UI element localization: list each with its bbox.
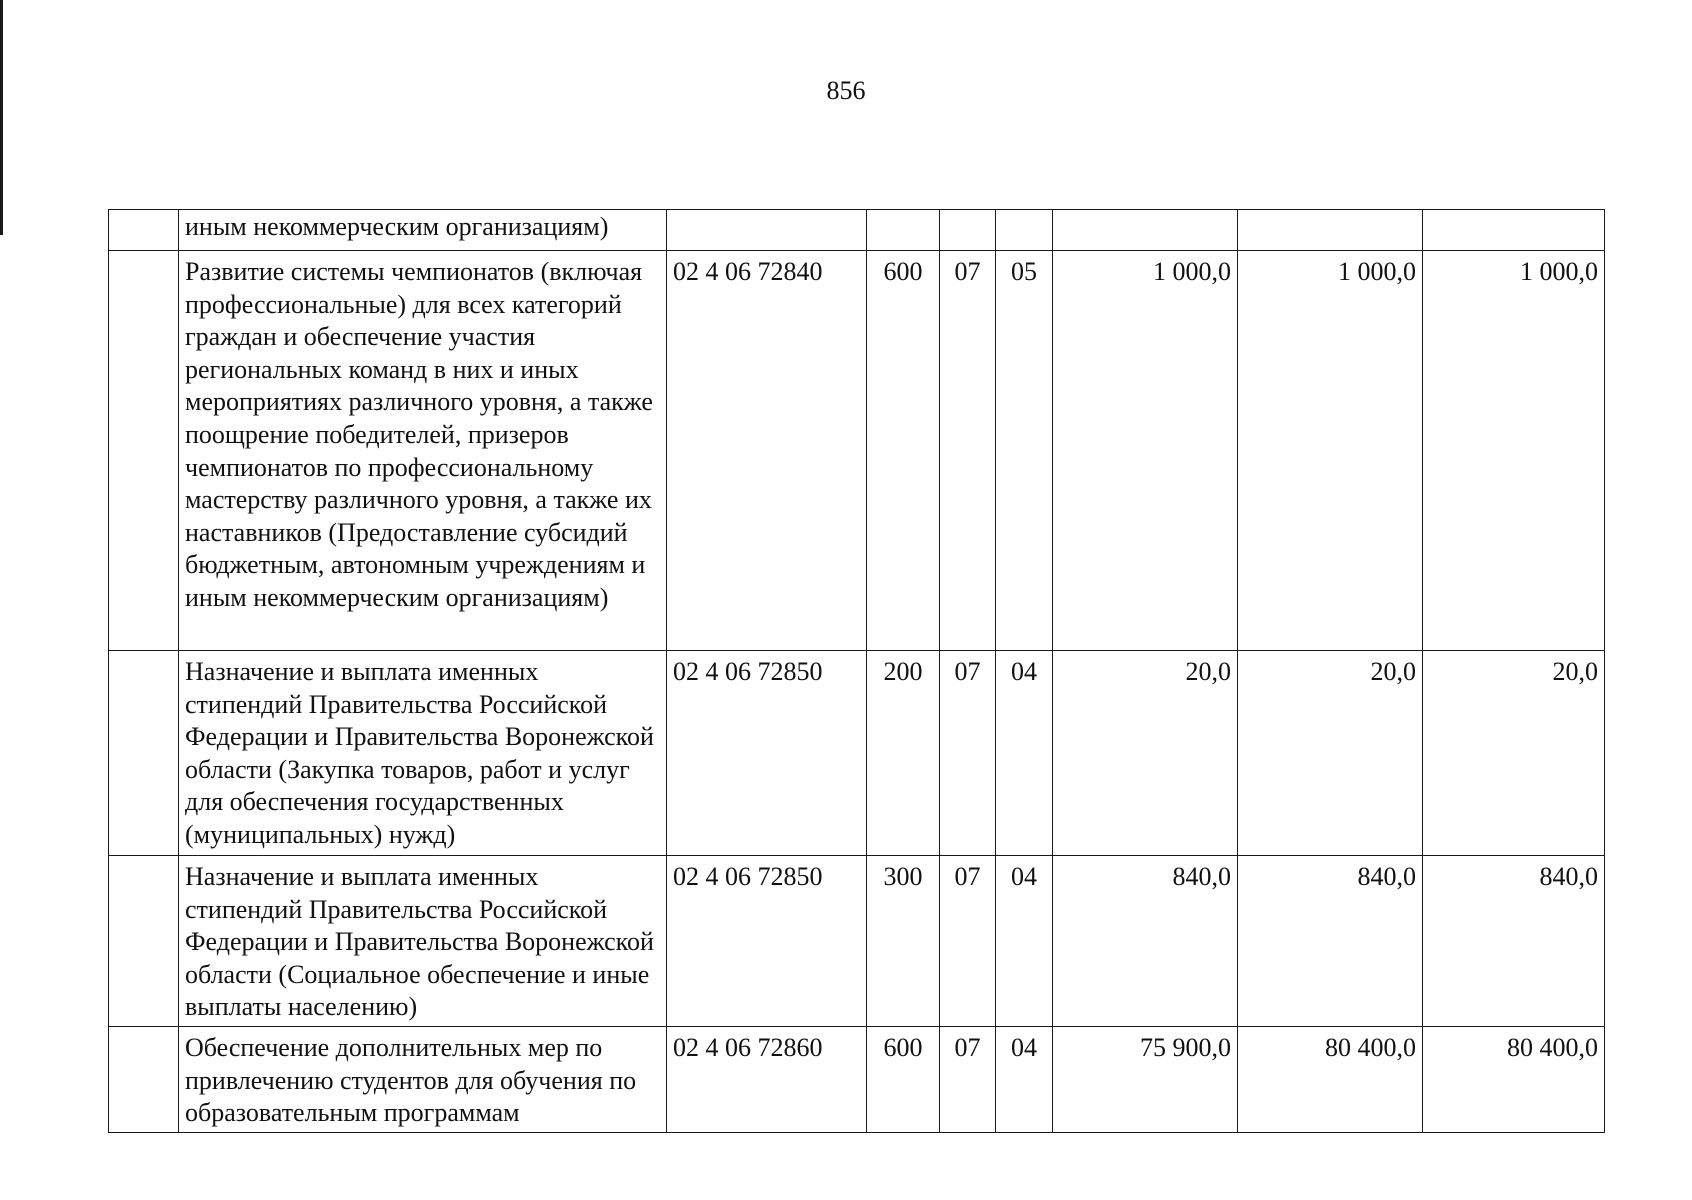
sum-3-cell: 20,0 xyxy=(1423,651,1605,856)
csr-cell: 02 4 06 72860 xyxy=(667,1026,867,1132)
table-row xyxy=(109,251,1605,651)
table-row xyxy=(109,1026,1605,1132)
budget-table xyxy=(108,209,1605,1133)
description-cell: Развитие системы чемпионатов (включая профессиональные) для всех категорий граждан и обеспечение участия региональных команд в них и иных мероприятиях различного уровня, а также поощрение победителей, призеров чемпионатов по профессиональному мастерству различного уровня, а также их наставников (Предоставление субсидий бюджетным, автономным учреждениям и иным некоммерческим организациям) xyxy=(179,251,667,651)
pr-cell: 04 xyxy=(996,651,1053,856)
pr-cell: 05 xyxy=(996,251,1053,651)
description-cell: Назначение и выплата именных стипендий Правительства Российской Федерации и Правительства Воронежской области (Социальное обеспечение и иные выплаты населению) xyxy=(179,856,667,1027)
row-number-cell xyxy=(109,651,179,856)
sum-1-cell: 840,0 xyxy=(1053,856,1238,1027)
sum-2-cell: 840,0 xyxy=(1238,856,1423,1027)
rz-cell: 07 xyxy=(940,856,996,1027)
page-number: 856 xyxy=(826,76,866,105)
csr-cell: 02 4 06 72850 xyxy=(667,856,867,1027)
sum-1-cell xyxy=(1053,210,1238,251)
description-cell: Назначение и выплата именных стипендий Правительства Российской Федерации и Правительства Воронежской области (Закупка товаров, работ и услуг для обеспечения государственных (муниципальных) нужд) xyxy=(179,651,667,856)
rz-cell xyxy=(940,210,996,251)
rz-cell: 07 xyxy=(940,651,996,856)
sum-2-cell xyxy=(1238,210,1423,251)
sum-3-cell: 80 400,0 xyxy=(1423,1026,1605,1132)
table-row xyxy=(109,210,1605,251)
vr-cell xyxy=(867,210,940,251)
rz-cell: 07 xyxy=(940,251,996,651)
vr-cell: 300 xyxy=(867,856,940,1027)
sum-2-cell: 1 000,0 xyxy=(1238,251,1423,651)
sum-2-cell: 80 400,0 xyxy=(1238,1026,1423,1132)
sum-1-cell: 1 000,0 xyxy=(1053,251,1238,651)
sum-3-cell: 840,0 xyxy=(1423,856,1605,1027)
rz-cell: 07 xyxy=(940,1026,996,1132)
vr-cell: 600 xyxy=(867,1026,940,1132)
sum-3-cell: 1 000,0 xyxy=(1423,251,1605,651)
row-number-cell xyxy=(109,210,179,251)
table-row xyxy=(109,651,1605,856)
sum-3-cell xyxy=(1423,210,1605,251)
sum-2-cell: 20,0 xyxy=(1238,651,1423,856)
description-cell: Обеспечение дополнительных мер по привлечению студентов для обучения по образовательным программам xyxy=(179,1026,667,1132)
description-cell: иным некоммерческим организациям) xyxy=(179,210,667,251)
pr-cell: 04 xyxy=(996,856,1053,1027)
table-row xyxy=(109,856,1605,1027)
row-number-cell xyxy=(109,1026,179,1132)
sum-1-cell: 20,0 xyxy=(1053,651,1238,856)
scan-edge-mark xyxy=(0,0,3,235)
csr-cell: 02 4 06 72840 xyxy=(667,251,867,651)
pr-cell xyxy=(996,210,1053,251)
vr-cell: 200 xyxy=(867,651,940,856)
row-number-cell xyxy=(109,251,179,651)
sum-1-cell: 75 900,0 xyxy=(1053,1026,1238,1132)
row-number-cell xyxy=(109,856,179,1027)
csr-cell xyxy=(667,210,867,251)
csr-cell: 02 4 06 72850 xyxy=(667,651,867,856)
pr-cell: 04 xyxy=(996,1026,1053,1132)
vr-cell: 600 xyxy=(867,251,940,651)
